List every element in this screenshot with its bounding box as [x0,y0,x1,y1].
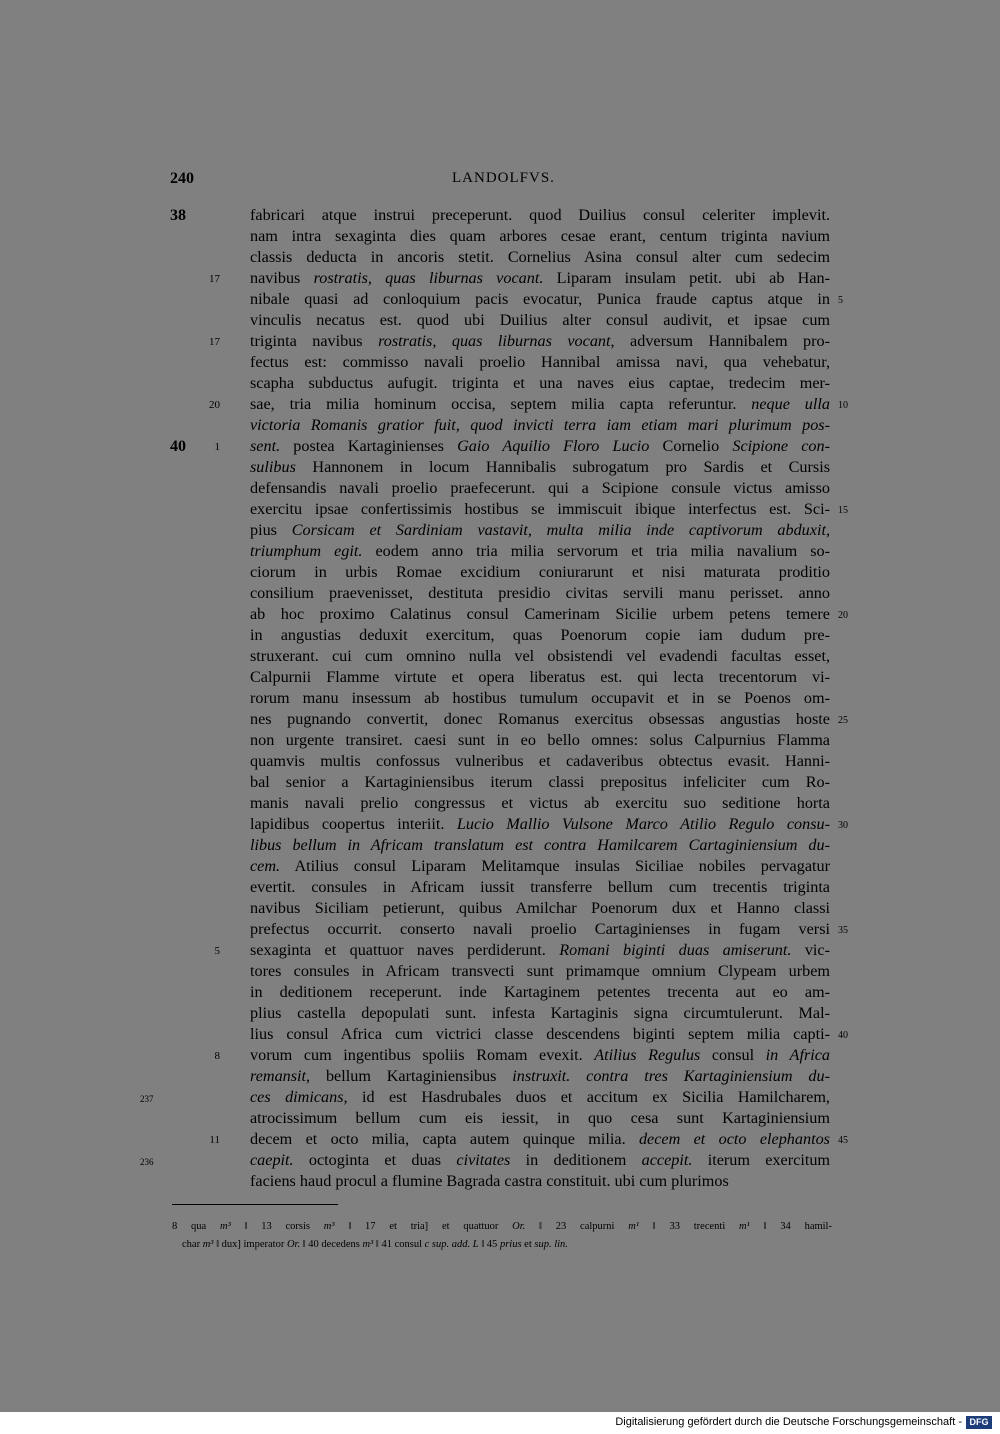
text-line [0,793,1000,814]
text-line [0,541,1000,562]
text-line [0,205,1000,226]
page-header [0,170,1000,192]
text-line [0,457,1000,478]
line-text: vorum cum ingentibus spoliis Romam evexit. Atilius Regulus consul in Africa [250,1046,831,1064]
text-line [0,919,1000,940]
text-line [0,499,1000,520]
text-line [0,1108,1000,1129]
line-text: caepit. octoginta et duas civitates in deditionem accepit. iterum exercitum [250,1151,831,1169]
line-text: bal senior a Kartaginiensibus iterum classi prepositus infeliciter cum Ro- [250,773,830,791]
line-text: triumphum egit. eodem anno tria milia servorum et tria milia navalium so- [250,542,830,560]
text-line [0,688,1000,709]
line-number: 20 [838,610,848,621]
line-text: atrocissimum bellum cum eis iessit, in quo cesa sunt Kartaginiensium [250,1109,830,1127]
line-number: 5 [838,295,843,306]
chapter-number: 38 [170,207,186,224]
footnote-rule [172,1204,338,1205]
line-text: manis navali prelio congressus et victus ab exercitu suo seditione horta [250,794,830,812]
source-line-ref: 11 [209,1134,220,1146]
line-text: nes pugnando convertit, donec Romanus exercitus obsessas angustias hoste [250,710,830,728]
line-text: exercitu ipsae confertissimis hostibus se immiscuit ibique interfectus est. Sci- [250,500,830,518]
line-text: non urgente transiret. caesi sunt in eo bello omnes: solus Calpurnius Flamma [250,731,830,749]
text-line [0,1003,1000,1024]
line-text: in deditionem receperunt. inde Kartaginem petentes trecenta aut eo am- [250,983,830,1001]
text-line [0,646,1000,667]
line-text: scapha subductus aufugit. triginta et una naves eius captae, tredecim mer- [250,374,830,392]
text-line [0,1129,1000,1150]
text-line [0,709,1000,730]
text-line [0,373,1000,394]
source-line-ref: 20 [209,399,220,411]
text-line [0,961,1000,982]
line-text: nibale quasi ad conloquium pacis evocatur, Punica fraude captus atque in [250,290,830,308]
footnote-line: 8 qua m³ ‖ 13 corsis m³ ‖ 17 et tria] et quattuor Or. ‖ 23 calpurni m¹ ‖ 33 trecenti m¹ ‖ 34 hamil- [172,1221,832,1232]
text-line [0,583,1000,604]
line-text: fectus est: commisso navali proelio Hannibal amissa navi, qua vehebatur, [250,353,830,371]
line-number: 25 [838,715,848,726]
text-line [0,856,1000,877]
line-text: sae, tria milia hominum occisa, septem milia capta referuntur. neque ulla [250,395,830,413]
page-number: 240 [170,170,194,187]
line-text: victoria Romanis gratior fuit, quod invicti terra iam etiam mari plurimum pos- [250,416,830,434]
line-text: fabricari atque instrui preceperunt. quod Duilius consul celeriter implevit. [250,206,830,224]
line-number: 30 [838,820,848,831]
text-line [0,1171,1000,1192]
line-text: nam intra sexaginta dies quam arbores cesae erant, centum triginta navium [250,227,830,245]
text-line [0,520,1000,541]
text-line [0,415,1000,436]
text-line [0,1024,1000,1045]
line-text: sent. postea Kartaginienses Gaio Aquilio Floro Lucio Cornelio Scipione con- [250,437,830,455]
text-line [0,667,1000,688]
source-line-ref: 1 [214,441,220,453]
source-page-ref: 237 [140,1094,154,1104]
line-text: remansit, bellum Kartaginiensibus instruxit. contra tres Kartaginiensium du- [250,1067,830,1085]
text-line [0,352,1000,373]
line-text: pius Corsicam et Sardiniam vastavit, multa milia inde captivorum abduxit, [250,521,830,539]
text-line [0,331,1000,352]
line-text: tores consules in Africam transvecti sunt primamque omnium Clypeam urbem [250,962,830,980]
line-text: ab hoc proximo Calatinus consul Camerinam Sicilie urbem petens temere [250,605,830,623]
line-text: lapidibus coopertus interiit. Lucio Mallio Vulsone Marco Atilio Regulo consu- [250,815,830,833]
line-text: cem. Atilius consul Liparam Melitamque insulas Siciliae nobiles pervagatur [250,857,830,875]
text-line [0,436,1000,457]
line-text: quamvis multis confossus vulneribus et cadaveribus obtectus evasit. Hanni- [250,752,830,770]
source-line-ref: 5 [214,945,220,957]
text-line [0,478,1000,499]
source-line-ref: 17 [209,336,220,348]
text-line [0,877,1000,898]
line-text: sexaginta et quattuor naves perdiderunt. Romani biginti duas amiserunt. vic- [250,941,830,959]
line-text: ciorum in urbis Romae excidium coniurarunt et nisi maturata proditio [250,563,830,581]
line-text: faciens haud procul a flumine Bagrada castra constituit. ubi cum plurimos [250,1172,729,1190]
line-text: sulibus Hannonem in locum Hannibalis subrogatum pro Sardis et Cursis [250,458,830,476]
line-text: navibus Siciliam petierunt, quibus Amilchar Poenorum dux et Hanno classi [250,899,830,917]
line-text: in angustias deduxit exercitum, quas Poenorum copie iam dudum pre- [250,626,830,644]
footer-bar [0,1412,1000,1434]
text-line [0,289,1000,310]
line-text: vinculis necatus est. quod ubi Duilius alter consul audivit, et ipsae cum [250,311,830,329]
line-text: rorum manu insessum ab hostibus tumulum occupavit et in se Poenos om- [250,689,830,707]
body-text [0,205,1000,1192]
line-text: lius consul Africa cum victrici classe descendens biginti septem milia capti- [250,1025,830,1043]
text-line [0,1045,1000,1066]
text-line [0,772,1000,793]
line-text: plius castella depopulati sunt. infesta Kartaginis signa circumtulerunt. Mal- [250,1004,830,1022]
line-text: decem et octo milia, capta autem quinque milia. decem et octo elephantos [250,1130,830,1148]
footnotes [172,1218,832,1254]
text-line [0,268,1000,289]
line-text: evertit. consules in Africam iussit transferre bellum cum trecentis triginta [250,878,830,896]
text-line [0,814,1000,835]
text-line [0,394,1000,415]
line-text: consilium praevenisset, destituta presidio civitas servili manu perisset. anno [250,584,830,602]
text-line [0,835,1000,856]
line-text: struxerant. cui cum omnino nulla vel obsistendi vel evadendi facultas esset, [250,647,830,665]
line-text: ces dimicans, id est Hasdrubales duos et accitum ex Sicilia Hamilcharem, [250,1088,830,1106]
text-line [0,940,1000,961]
text-line [0,730,1000,751]
text-line [0,310,1000,331]
line-number: 15 [838,505,848,516]
text-line [0,604,1000,625]
line-text: defensandis navali proelio praefecerunt. qui a Scipione consule victus amisso [250,479,830,497]
source-line-ref: 17 [209,273,220,285]
text-line [0,751,1000,772]
line-number: 35 [838,925,848,936]
line-text: prefectus occurrit. conserto navali proelio Cartaginienses in fugam versi [250,920,830,938]
text-line [0,898,1000,919]
line-text: Calpurnii Flamme virtute et opera liberatus est. qui lecta trecentorum vi- [250,668,830,686]
footer-text: Digitalisierung gefördert durch die Deutsche Forschungsgemeinschaft - [615,1416,962,1428]
line-text: triginta navibus rostratis, quas liburnas vocant, adversum Hannibalem pro- [250,332,830,350]
text-line [0,226,1000,247]
line-text: libus bellum in Africam translatum est contra Hamilcarem Cartaginiensium du- [250,836,830,854]
text-line [0,1150,1000,1171]
line-text: classis deducta in ancoris stetit. Cornelius Asina consul alter cum sedecim [250,248,830,266]
line-number: 10 [838,400,848,411]
line-number: 40 [838,1030,848,1041]
line-number: 45 [838,1135,848,1146]
source-page-ref: 236 [140,1157,154,1167]
dfg-logo: DFG [966,1416,992,1429]
text-line [0,982,1000,1003]
text-line [0,1087,1000,1108]
running-head: LANDOLFVS. [452,170,555,186]
chapter-number: 40 [170,438,186,455]
text-line [0,625,1000,646]
footnote-line: char m³ ‖ dux] imperator Or. ‖ 40 decedens m³ ‖ 41 consul c sup. add. L ‖ 45 prius et sup. lin. [182,1239,568,1250]
line-text: navibus rostratis, quas liburnas vocant. Liparam insulam petit. ubi ab Han- [250,269,831,287]
text-line [0,247,1000,268]
text-line [0,562,1000,583]
text-line [0,1066,1000,1087]
source-line-ref: 8 [214,1050,220,1062]
